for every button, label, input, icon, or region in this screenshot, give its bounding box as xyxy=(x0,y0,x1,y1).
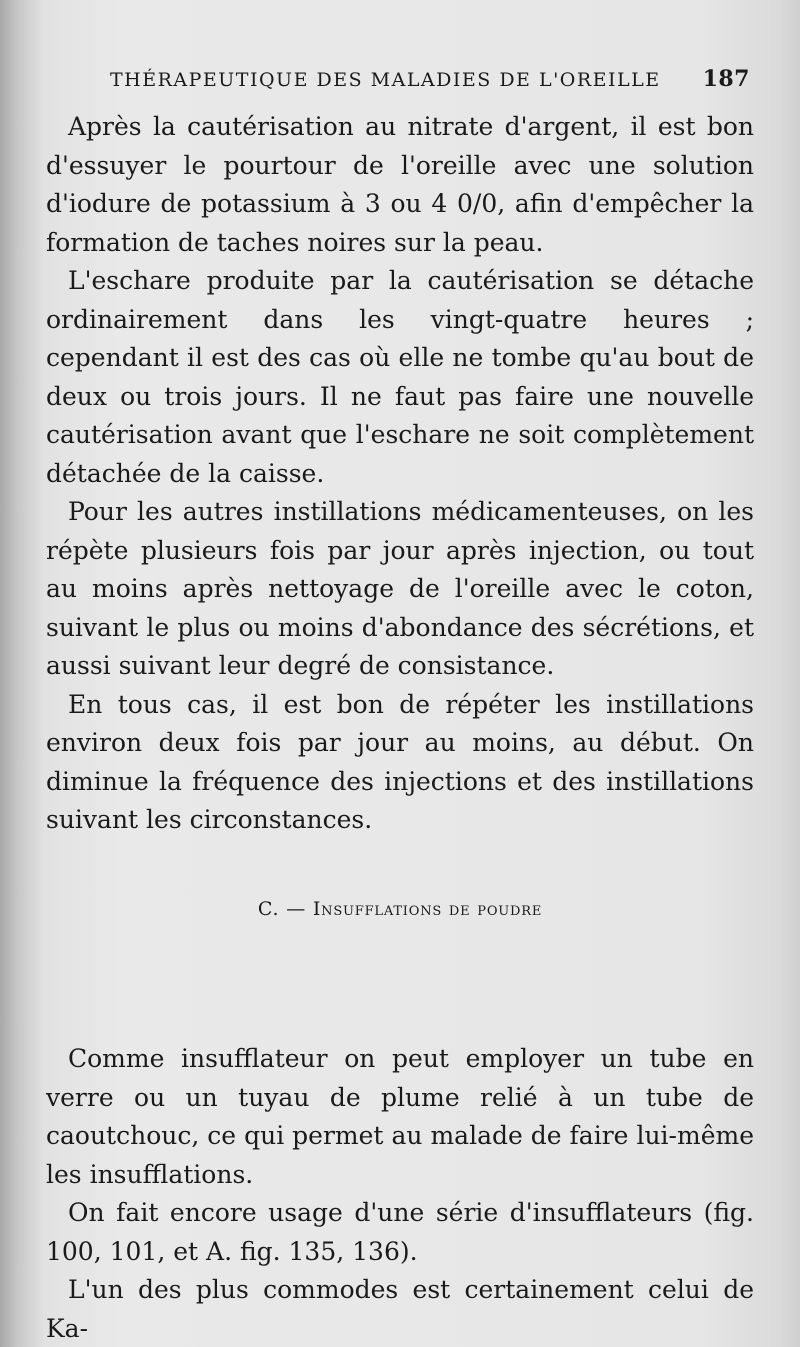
paragraph: Comme insufflateur on peut employer un tube en verre ou un tuyau de plume relié à un tube de caoutchouc, ce qui permet au malade de faire lui-même les insufflations. xyxy=(46,1044,754,1189)
page-number: 187 xyxy=(702,66,750,92)
paragraph: L'eschare produite par la cautérisation se détache ordinairement dans les vingt-quatre heures ; cependant il est des cas où elle ne tombe qu'au bout de deux ou trois jours. Il ne faut pas faire une nouvelle cautérisation avant que l'eschare ne soit complètement détachée de la caisse. xyxy=(46,266,754,488)
section-title-text: Insufflations de poudre xyxy=(312,898,543,920)
text-block-upper xyxy=(46,108,754,840)
paragraph: On fait encore usage d'une série d'insufflateurs (fig. 100, 101, et A. fig. 135, 136). xyxy=(46,1198,754,1266)
paragraph: En tous cas, il est bon de répéter les instillations environ deux fois par jour au moins, au début. On diminue la fréquence des injections et des instillations suivant les circonstances. xyxy=(46,689,754,834)
running-header xyxy=(110,66,750,102)
running-title: THÉRAPEUTIQUE DES MALADIES DE L'OREILLE xyxy=(110,69,661,91)
paragraph: L'un des plus commodes est certainement celui de Ka- xyxy=(46,1275,754,1343)
section-letter: C. — xyxy=(257,898,306,920)
paragraph: Pour les autres instillations médicamenteuses, on les répète plusieurs fois par jour après injection, ou tout au moins après nettoyage de l'oreille avec le coton, suivant le plus ou moins d'abondance des sécrétions, et aussi suivant leur degré de consistance. xyxy=(46,497,754,680)
text-block-lower xyxy=(46,1040,754,1347)
section-heading xyxy=(0,898,800,920)
paragraph: Après la cautérisation au nitrate d'argent, il est bon d'essuyer le pourtour de l'oreille avec une solution d'iodure de potassium à 3 ou 4 0/0, afin d'empêcher la formation de taches noires sur la peau. xyxy=(46,112,754,257)
